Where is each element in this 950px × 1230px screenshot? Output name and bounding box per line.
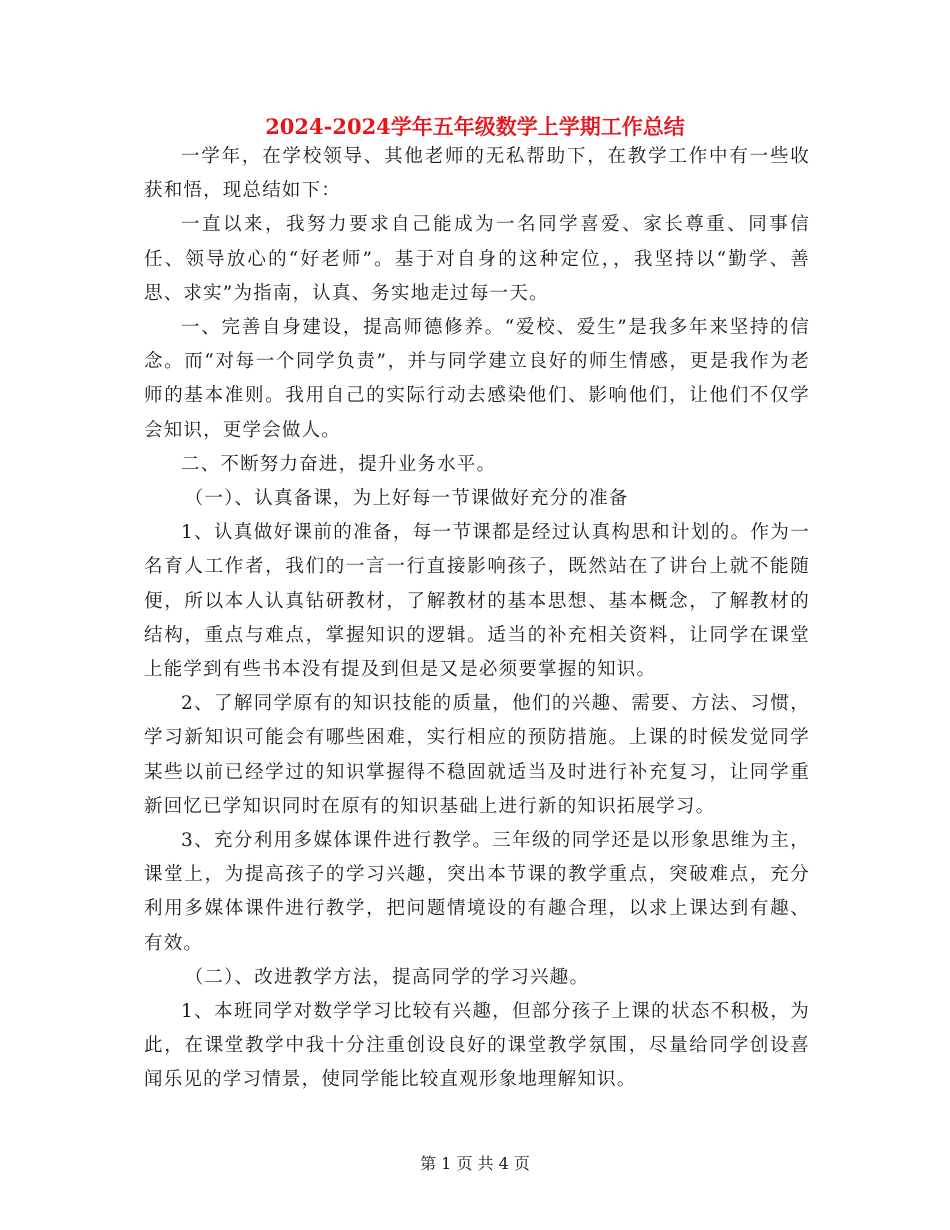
paragraph-section-two-heading: 二、不断努力奋进，提升业务水平。 — [181, 453, 497, 475]
paragraph-intro: 一学年，在学校领导、其他老师的无私帮助下，在教学工作中有一些收获和悟，现总结如下： — [144, 146, 810, 202]
page-footer: 第 1 页 共 4 页 — [420, 1154, 530, 1173]
paragraph-subsection-two-item-1: 1、本班同学对数学学习比较有兴趣，但部分孩子上课的状态不积极，为此，在课堂教学中我十分注重创设良好的课堂教学氛围，尽量给同学创设喜闻乐见的学习情景，使同学能比较直观形象地理解知识。 — [144, 1001, 810, 1091]
paragraph-item-1: 1、认真做好课前的准备，每一节课都是经过认真构思和计划的。作为一名育人工作者，我们的一言一行直接影响孩子，既然站在了讲台上就不能随便，所以本人认真钻研教材，了解教材的基本思想、基本概念，了解教材的结构，重点与难点，掌握知识的逻辑。适当的补充相关资料，让同学在课堂上能学到有些书本没有提及到但是又是必须要掌握的知识。 — [144, 522, 810, 681]
document-title: 2024-2024学年五年级数学上学期工作总结 — [265, 114, 685, 139]
paragraph-positioning: 一直以来，我努力要求自己能成为一名同学喜爱、家长尊重、同事信任、领导放心的“好老师”。基于对自身的这种定位，，我坚持以“勤学、善思、求实”为指南，认真、务实地走过每一天。 — [144, 214, 810, 304]
paragraph-item-2: 2、了解同学原有的知识技能的质量，他们的兴趣、需要、方法、习惯，学习新知识可能会有哪些困难，实行相应的预防措施。上课的时候发觉同学某些以前已经学过的知识掌握得不稳固就适当及时进行补充复习，让同学重新回忆已学知识同时在原有的知识基础上进行新的知识拓展学习。 — [144, 693, 810, 817]
document-body — [144, 140, 810, 1098]
paragraph-subsection-two-heading: （二）、改进教学方法，提高同学的学习兴趣。 — [184, 966, 590, 988]
paragraph-section-one: 一、完善自身建设，提高师德修养。“爱校、爱生”是我多年来坚持的信念。而“对每一个同学负责”，并与同学建立良好的师生情感，更是我作为老师的基本准则。我用自己的实际行动去感染他们、影响他们，让他们不仅学会知识，更学会做人。 — [144, 317, 810, 441]
paragraph-item-3: 3、充分利用多媒体课件进行教学。三年级的同学还是以形象思维为主，课堂上，为提高孩子的学习兴趣，突出本节课的教学重点，突破难点，充分利用多媒体课件进行教学，把问题情境设的有趣合理，以求上课达到有趣、有效。 — [144, 830, 810, 954]
paragraph-subsection-one-heading: （一）、认真备课，为上好每一节课做好充分的准备 — [184, 488, 629, 510]
